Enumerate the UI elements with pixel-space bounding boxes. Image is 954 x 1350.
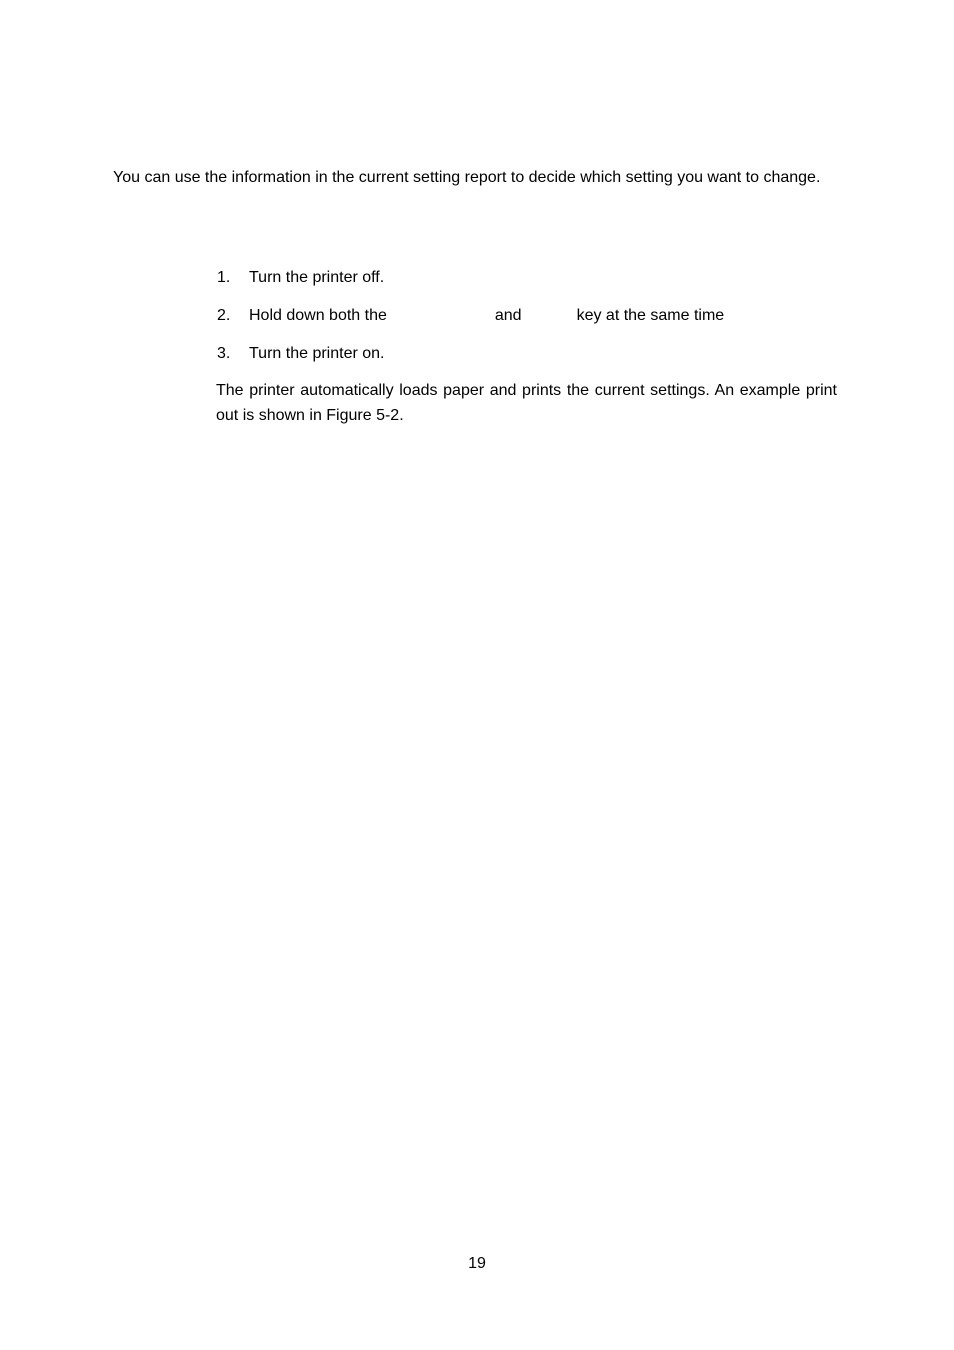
step-number: 2. — [217, 307, 231, 324]
step-number: 1. — [217, 269, 231, 286]
step-text: Turn the printer off. — [249, 269, 385, 286]
page-number: 19 — [468, 1255, 486, 1272]
step-1 — [216, 265, 837, 290]
step-text — [249, 303, 724, 328]
step-text-part: and — [494, 307, 522, 324]
step-2 — [216, 303, 837, 328]
step-text-part: Hold down both the — [249, 307, 387, 324]
result-paragraph: The printer automatically loads paper and prints the current settings. An example print out is shown in Figure 5-2. — [216, 382, 837, 424]
intro-paragraph: You can use the information in the current setting report to decide which setting you want to change. — [113, 169, 821, 186]
step-number: 3. — [217, 345, 231, 362]
step-text-part: key at the same time — [576, 307, 725, 324]
step-text: Turn the printer on. — [249, 345, 385, 362]
steps-list — [216, 265, 837, 379]
step-3 — [216, 341, 837, 366]
